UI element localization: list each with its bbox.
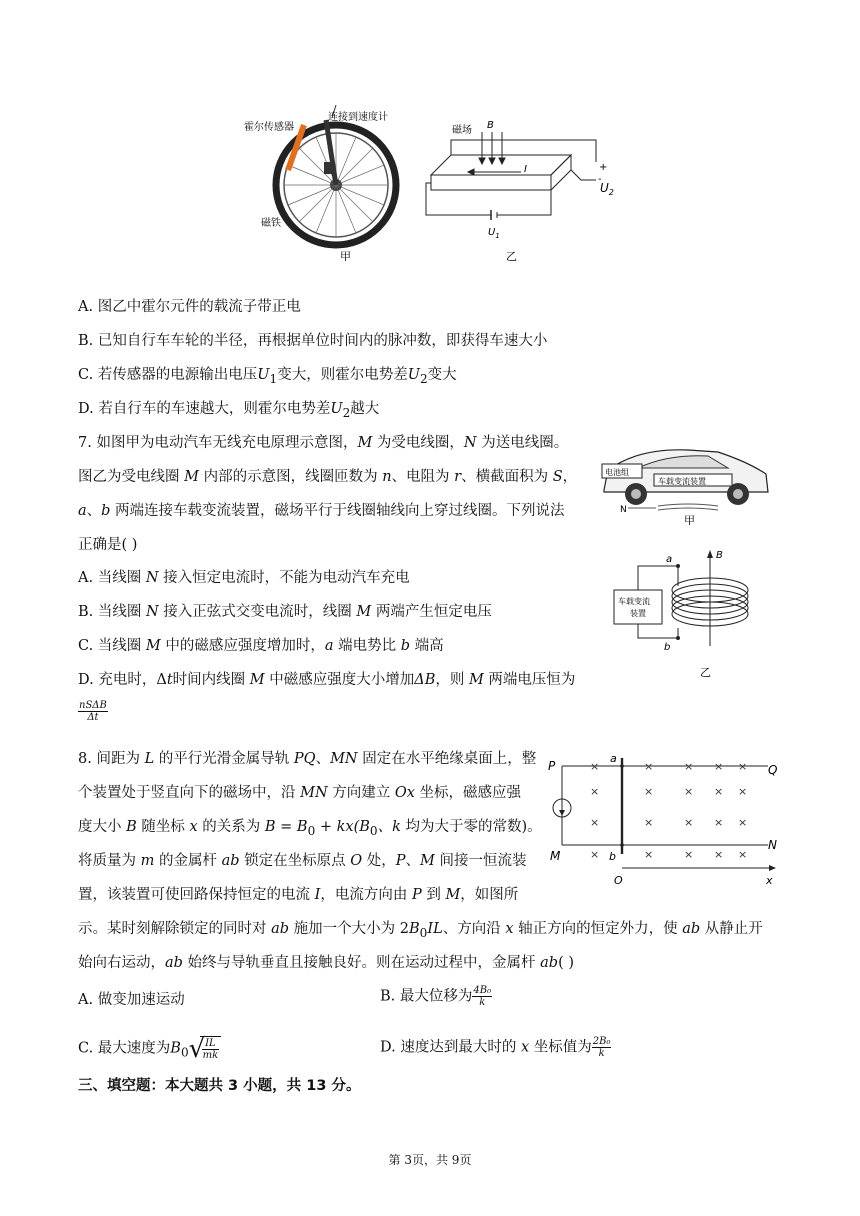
svg-text:×: × bbox=[644, 848, 654, 861]
q8-option-c[interactable]: C. 最大速度为$B_0$ √ $\frac{IL}{mk}$ bbox=[78, 1036, 221, 1062]
coil-label-a: a bbox=[666, 554, 673, 565]
car-label-converter: 车载变流装置 bbox=[658, 477, 706, 486]
label-magnet: 磁铁 bbox=[261, 218, 281, 229]
rail-label-M: M bbox=[550, 849, 561, 863]
svg-text:×: × bbox=[714, 760, 724, 773]
q6-option-a[interactable]: A. 图乙中霍尔元件的载流子带正电 bbox=[78, 299, 301, 315]
q8-stem-line-1: 8. 间距为 L 的平行光滑金属导轨 PQ、MN 固定在水平绝缘桌面上，整 bbox=[78, 751, 537, 767]
axis-label-O: O bbox=[614, 874, 623, 887]
label-plus: + bbox=[599, 162, 608, 173]
coil-label-b: b bbox=[664, 642, 671, 653]
q8-stem-line-7: 始向右运动，ab 始终与导轨垂直且接触良好。则在运动过程中，金属杆 ab( ) bbox=[78, 955, 575, 971]
hall-sensor-figure bbox=[236, 100, 636, 270]
q6-option-c[interactable]: C. 若传感器的电源输出电压$U_1$变大，则霍尔电势差$U_2$变大 bbox=[78, 367, 457, 386]
car-label-battery: 电池组 bbox=[605, 468, 629, 477]
q7-option-c[interactable]: C. 当线圈 M 中的磁感应强度增加时，a 端电势比 b 端高 bbox=[78, 638, 444, 654]
q8-option-b[interactable]: B. 最大位移为 $\frac{\text{4B₀}}{k}$ bbox=[380, 985, 492, 1008]
q6-option-b[interactable]: B. 已知自行车车轮的半径，再根据单位时间内的脉冲数，即获得车速大小 bbox=[78, 333, 548, 349]
caption-jia: 甲 bbox=[340, 250, 351, 263]
q8-stem-line-5: 置，该装置可使回路保持恒定的电流 I，电流方向由 P 到 M，如图所 bbox=[78, 887, 519, 903]
svg-text:×: × bbox=[684, 785, 694, 798]
q7-stem-line-2: 图乙为受电线圈 M 内部的示意图，线圈匝数为 n、电阻为 r、横截面积为 S， bbox=[78, 469, 578, 485]
rails-figure bbox=[546, 748, 786, 888]
svg-text:U1 bbox=[488, 227, 500, 240]
svg-text:×: × bbox=[590, 760, 600, 773]
label-speedometer: 连接到速度计 bbox=[328, 112, 388, 123]
label-B: B bbox=[487, 120, 494, 131]
label-U2: U bbox=[600, 181, 609, 195]
q7-stem-line-3: a、b 两端连接车载变流装置，磁场平行于线圈轴线向上穿过线圈。下列说法 bbox=[78, 503, 565, 519]
rail-label-b: b bbox=[609, 850, 616, 863]
coil-box-label-2: 装置 bbox=[630, 609, 646, 618]
car-label-N: N bbox=[620, 505, 627, 515]
page-footer: 第 3页，共 9页 bbox=[388, 1153, 472, 1167]
q7-option-b[interactable]: B. 当线圈 N 接入正弦式交变电流时，线圈 M 两端产生恒定电压 bbox=[78, 604, 492, 620]
label-minus: - bbox=[598, 174, 602, 185]
svg-text:×: × bbox=[714, 785, 724, 798]
label-field: 磁场 bbox=[452, 125, 472, 136]
coil-label-B: B bbox=[716, 550, 723, 561]
svg-text:×: × bbox=[590, 848, 600, 861]
coil-figure bbox=[612, 546, 762, 682]
car-caption: 甲 bbox=[684, 514, 695, 526]
q8-stem-line-6: 示。某时刻解除锁定的同时对 ab 施加一个大小为 $2B_0IL$、方向沿 x 轴正方向的恒定外力，使 ab 从静止开 bbox=[78, 921, 763, 940]
q8-stem-line-4: 将质量为 m 的金属杆 ab 锁定在坐标原点 O 处，P、M 间接一恒流装 bbox=[78, 853, 527, 869]
axis-label-x: x bbox=[766, 874, 773, 887]
svg-text:×: × bbox=[644, 760, 654, 773]
svg-text:×: × bbox=[684, 760, 694, 773]
q8-stem-line-3: 度大小 B 随坐标 x 的关系为 $B = B_0 + kx(B_0$、k 均为大于零的常数)。 bbox=[78, 819, 542, 838]
caption-yi: 乙 bbox=[506, 250, 517, 263]
q6-option-d[interactable]: D. 若自行车的车速越大，则霍尔电势差$U_2$越大 bbox=[78, 401, 380, 420]
svg-text:×: × bbox=[738, 785, 748, 798]
label-U1: U bbox=[488, 227, 496, 238]
label-U2-sub: 2 bbox=[608, 188, 614, 197]
hall-element-circuit bbox=[426, 132, 596, 220]
svg-text:×: × bbox=[738, 848, 748, 861]
rail-label-P: P bbox=[548, 759, 556, 773]
svg-text:U2 bbox=[600, 181, 614, 197]
q7-stem-line-1: 7. 如图甲为电动汽车无线充电原理示意图，M 为受电线圈，N 为送电线圈。 bbox=[78, 435, 569, 451]
svg-text:×: × bbox=[714, 848, 724, 861]
svg-text:×: × bbox=[714, 816, 724, 829]
q7-option-d[interactable]: D. 充电时，Δt时间内线圈 M 中磁感应强度大小增加ΔB，则 M 两端电压恒为 bbox=[78, 672, 576, 688]
svg-text:×: × bbox=[738, 816, 748, 829]
svg-text:×: × bbox=[644, 785, 654, 798]
rail-label-a: a bbox=[610, 752, 617, 765]
label-I: I bbox=[524, 164, 527, 175]
label-U1-sub: 1 bbox=[495, 232, 500, 240]
bicycle-wheel-illustration bbox=[276, 105, 396, 245]
coil-box-label: 车载变流 bbox=[618, 597, 650, 606]
q7-option-a[interactable]: A. 当线圈 N 接入恒定电流时，不能为电动汽车充电 bbox=[78, 570, 410, 586]
q8-stem-line-2: 个装置处于竖直向下的磁场中，沿 MN 方向建立 Ox 坐标，磁感应强 bbox=[78, 785, 522, 801]
rail-label-Q: Q bbox=[768, 763, 778, 777]
q8-option-a[interactable]: A. 做变加速运动 bbox=[78, 992, 185, 1008]
rail-label-N: N bbox=[768, 838, 777, 852]
magnetic-field-crosses bbox=[590, 760, 747, 861]
car-wireless-charging-figure bbox=[598, 440, 774, 526]
q7-stem-line-4: 正确是( ) bbox=[78, 537, 138, 553]
coil-caption: 乙 bbox=[700, 666, 711, 679]
svg-text:×: × bbox=[684, 816, 694, 829]
svg-text:×: × bbox=[738, 760, 748, 773]
svg-text:×: × bbox=[590, 785, 600, 798]
svg-text:×: × bbox=[644, 816, 654, 829]
label-hall-sensor: 霍尔传感器 bbox=[244, 122, 294, 133]
q7-option-d-fraction: $\frac{\text{nSΔB}}{\Delta t}$ bbox=[79, 700, 107, 723]
section-3-heading: 三、填空题：本大题共 3 小题，共 13 分。 bbox=[78, 1078, 361, 1094]
svg-text:×: × bbox=[684, 848, 694, 861]
svg-text:×: × bbox=[590, 816, 600, 829]
q8-option-d[interactable]: D. 速度达到最大时的 x 坐标值为 $\frac{\text{2B₀}}{k}$ bbox=[380, 1036, 611, 1059]
